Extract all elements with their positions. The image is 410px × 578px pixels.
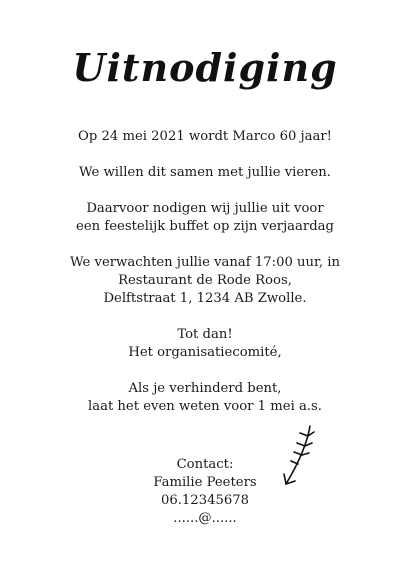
contact-email: ......@...... — [173, 511, 237, 526]
paragraph-location — [0, 254, 410, 308]
text-line: laat het even weten voor 1 mei a.s. — [88, 399, 322, 414]
paragraph-date — [0, 128, 410, 146]
text-line: Tot dan! — [177, 327, 233, 342]
contact-phone: 06.12345678 — [160, 493, 250, 508]
text-line: Daarvoor nodigen wij jullie uit voor — [86, 201, 324, 216]
paragraph-signoff — [0, 326, 410, 362]
paragraph-rsvp — [0, 380, 410, 416]
text-line: Het organisatiecomité, — [128, 345, 282, 360]
contact-heading: Contact: — [176, 457, 234, 472]
text-line: een feestelijk buffet op zijn verjaardag — [76, 219, 334, 234]
text-line: Delftstraat 1, 1234 AB Zwolle. — [103, 291, 307, 306]
paragraph-celebrate — [0, 164, 410, 182]
paragraph-invite — [0, 200, 410, 236]
text-line: Als je verhinderd bent, — [128, 381, 282, 396]
text-line: Op 24 mei 2021 wordt Marco 60 jaar! — [78, 129, 332, 144]
text-line: We willen dit samen met jullie vieren. — [79, 165, 331, 180]
text-line: We verwachten jullie vanaf 17:00 uur, in — [70, 255, 340, 270]
contact-block — [0, 456, 410, 528]
text-line: Restaurant de Rode Roos, — [118, 273, 292, 288]
contact-name: Familie Peeters — [153, 475, 257, 490]
invitation-body — [0, 128, 410, 434]
invitation-title: Uitnodiging — [72, 45, 338, 90]
